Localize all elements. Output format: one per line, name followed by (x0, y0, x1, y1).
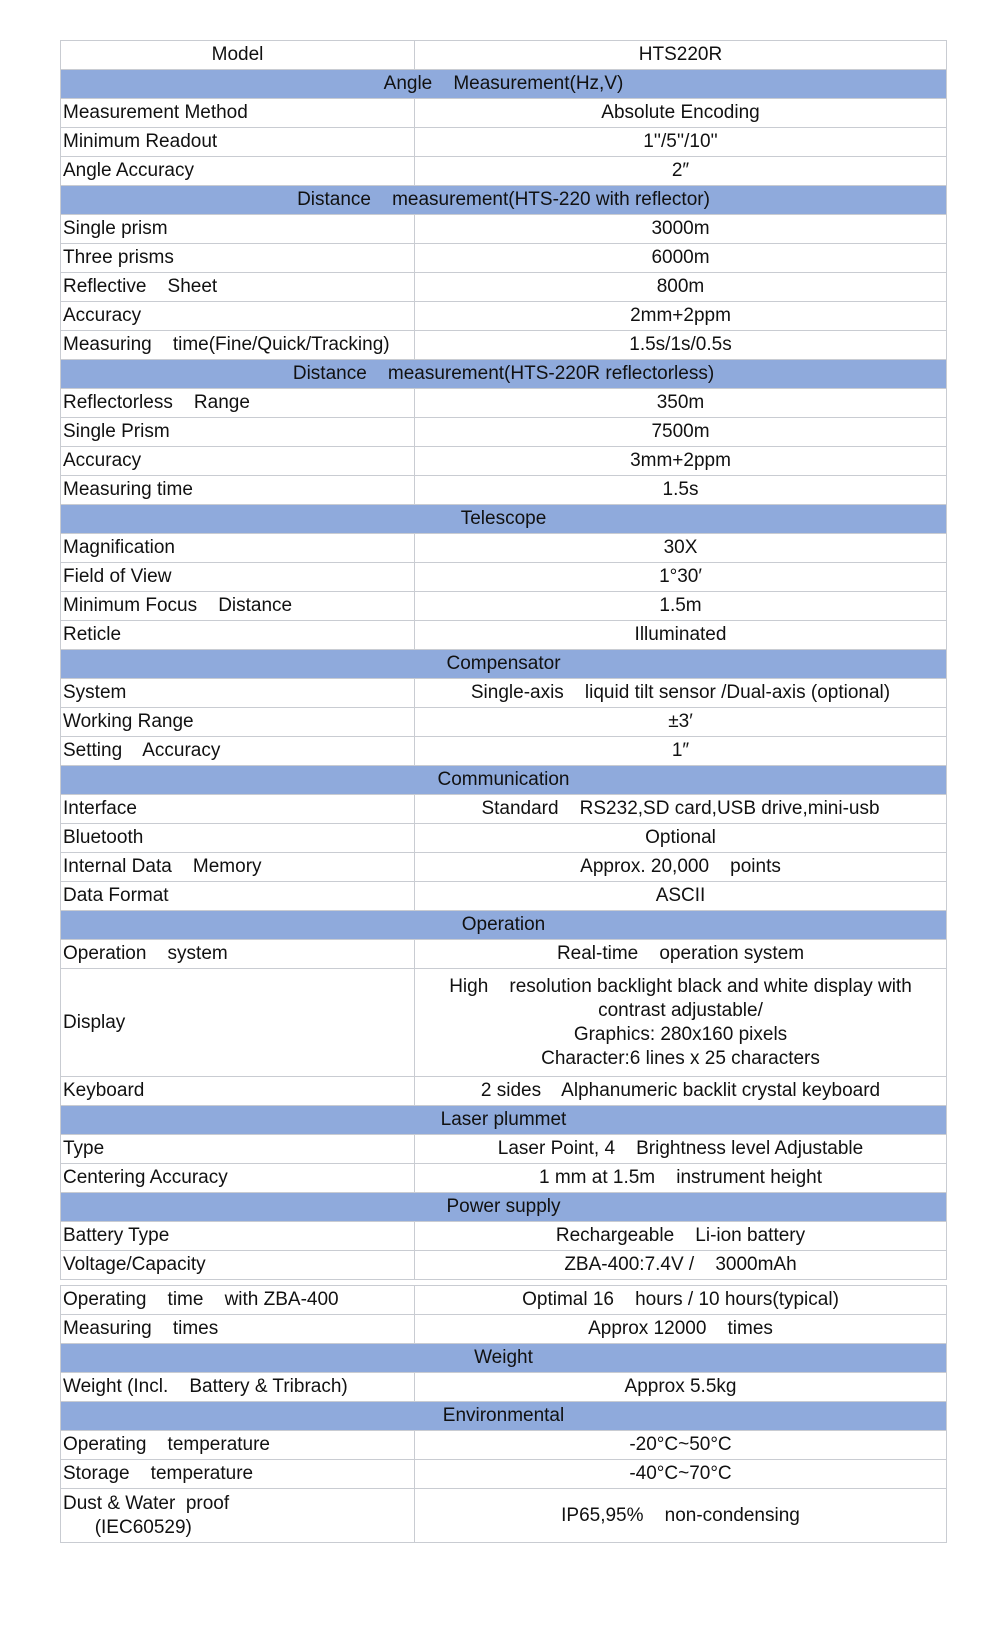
spec-value: 3000m (415, 215, 947, 244)
spec-label: Single Prism (61, 418, 415, 447)
spec-label: Interface (61, 795, 415, 824)
spec-label: Operating time with ZBA-400 (61, 1286, 415, 1315)
section-title: Weight (61, 1344, 947, 1373)
spec-value: Approx. 20,000 points (415, 853, 947, 882)
spec-row (61, 1431, 947, 1460)
spec-label: Measuring time (61, 476, 415, 505)
section-title: Distance measurement(HTS-220 with reflector) (61, 186, 947, 215)
spec-value: Optional (415, 824, 947, 853)
spec-row (61, 215, 947, 244)
model-value: HTS220R (415, 41, 947, 70)
section-title: Laser plummet (61, 1106, 947, 1135)
spec-label: Three prisms (61, 244, 415, 273)
section-header (61, 70, 947, 99)
section-header (61, 360, 947, 389)
spec-label: Voltage/Capacity (61, 1251, 415, 1280)
spec-value: Optimal 16 hours / 10 hours(typical) (415, 1286, 947, 1315)
spec-value: Laser Point, 4 Brightness level Adjustable (415, 1135, 947, 1164)
model-label: Model (61, 41, 415, 70)
spec-table (60, 40, 947, 1543)
section-header (61, 505, 947, 534)
spec-label: Magnification (61, 534, 415, 563)
spec-label: Operation system (61, 940, 415, 969)
section-title: Telescope (61, 505, 947, 534)
spec-row (61, 795, 947, 824)
spec-value: ZBA-400:7.4V / 3000mAh (415, 1251, 947, 1280)
section-title: Operation (61, 911, 947, 940)
section-title: Communication (61, 766, 947, 795)
spec-value: 2″ (415, 157, 947, 186)
spec-row (61, 1222, 947, 1251)
spec-value: 1.5s (415, 476, 947, 505)
model-row (61, 41, 947, 70)
spec-label: Data Format (61, 882, 415, 911)
section-header (61, 1402, 947, 1431)
spec-row (61, 1251, 947, 1280)
spec-value: -20°C~50°C (415, 1431, 947, 1460)
spec-label: Storage temperature (61, 1460, 415, 1489)
spec-value: Illuminated (415, 621, 947, 650)
spec-value: High resolution backlight black and white display with contrast adjustable/ Graphics: 280x160 pixels Character:6 lines x 25 characters (415, 969, 947, 1077)
spec-label: Minimum Readout (61, 128, 415, 157)
spec-row (61, 244, 947, 273)
spec-value: Absolute Encoding (415, 99, 947, 128)
spec-value: 800m (415, 273, 947, 302)
spec-row (61, 1373, 947, 1402)
spec-value: Real-time operation system (415, 940, 947, 969)
spec-table-body (61, 41, 947, 1543)
spec-value: Approx 5.5kg (415, 1373, 947, 1402)
spec-row (61, 389, 947, 418)
spec-label: Accuracy (61, 447, 415, 476)
spec-value: 2mm+2ppm (415, 302, 947, 331)
section-header (61, 1344, 947, 1373)
spec-label: Operating temperature (61, 1431, 415, 1460)
spec-value: 1 mm at 1.5m instrument height (415, 1164, 947, 1193)
spec-row (61, 853, 947, 882)
spec-value: 350m (415, 389, 947, 418)
section-header (61, 1193, 947, 1222)
spec-row (61, 882, 947, 911)
spec-row (61, 1286, 947, 1315)
spec-label: Measurement Method (61, 99, 415, 128)
spec-row (61, 476, 947, 505)
spec-row (61, 99, 947, 128)
section-header (61, 911, 947, 940)
spec-value: 3mm+2ppm (415, 447, 947, 476)
spec-label: Setting Accuracy (61, 737, 415, 766)
spec-row (61, 1460, 947, 1489)
spec-value: 1°30′ (415, 563, 947, 592)
spec-row (61, 737, 947, 766)
spec-label: Reflective Sheet (61, 273, 415, 302)
spec-row (61, 679, 947, 708)
spec-label: Type (61, 1135, 415, 1164)
section-header (61, 766, 947, 795)
section-header (61, 186, 947, 215)
spec-label: Centering Accuracy (61, 1164, 415, 1193)
spec-label: System (61, 679, 415, 708)
spec-label: Weight (Incl. Battery & Tribrach) (61, 1373, 415, 1402)
spec-label: Dust & Water proof (IEC60529) (61, 1489, 415, 1543)
spec-label: Measuring time(Fine/Quick/Tracking) (61, 331, 415, 360)
spec-row (61, 1164, 947, 1193)
spec-row (61, 273, 947, 302)
spec-value: Single-axis liquid tilt sensor /Dual-axis (optional) (415, 679, 947, 708)
spec-value: 30X (415, 534, 947, 563)
section-title: Power supply (61, 1193, 947, 1222)
spec-row (61, 969, 947, 1077)
section-title: Angle Measurement(Hz,V) (61, 70, 947, 99)
spec-label: Battery Type (61, 1222, 415, 1251)
spec-row (61, 940, 947, 969)
spec-row (61, 331, 947, 360)
spec-value: Rechargeable Li-ion battery (415, 1222, 947, 1251)
spec-row (61, 128, 947, 157)
spec-label: Angle Accuracy (61, 157, 415, 186)
spec-row (61, 447, 947, 476)
spec-label: Display (61, 969, 415, 1077)
spec-row (61, 1135, 947, 1164)
spec-label: Internal Data Memory (61, 853, 415, 882)
section-header (61, 650, 947, 679)
spec-row (61, 534, 947, 563)
spec-row (61, 563, 947, 592)
spec-value: 1″ (415, 737, 947, 766)
spec-label: Reticle (61, 621, 415, 650)
spec-label: Bluetooth (61, 824, 415, 853)
spec-label: Single prism (61, 215, 415, 244)
spec-value: 1.5m (415, 592, 947, 621)
spec-label: Working Range (61, 708, 415, 737)
section-title: Compensator (61, 650, 947, 679)
spec-row (61, 1315, 947, 1344)
spec-row (61, 157, 947, 186)
section-title: Distance measurement(HTS-220R reflectorless) (61, 360, 947, 389)
spec-row (61, 708, 947, 737)
spec-row (61, 592, 947, 621)
spec-value: ±3′ (415, 708, 947, 737)
section-title: Environmental (61, 1402, 947, 1431)
spec-value: IP65,95% non-condensing (415, 1489, 947, 1543)
spec-value: 7500m (415, 418, 947, 447)
spec-value: 6000m (415, 244, 947, 273)
spec-row (61, 621, 947, 650)
spec-row (61, 418, 947, 447)
spec-row (61, 824, 947, 853)
spec-value: 2 sides Alphanumeric backlit crystal keyboard (415, 1077, 947, 1106)
spec-value: Approx 12000 times (415, 1315, 947, 1344)
spec-value: Standard RS232,SD card,USB drive,mini-usb (415, 795, 947, 824)
spec-row (61, 1489, 947, 1543)
spec-label: Field of View (61, 563, 415, 592)
spec-value: 1.5s/1s/0.5s (415, 331, 947, 360)
spec-label: Accuracy (61, 302, 415, 331)
spec-label: Keyboard (61, 1077, 415, 1106)
spec-row (61, 302, 947, 331)
section-header (61, 1106, 947, 1135)
spec-value: 1''/5''/10'' (415, 128, 947, 157)
spec-row (61, 1077, 947, 1106)
spec-label: Reflectorless Range (61, 389, 415, 418)
spec-label: Measuring times (61, 1315, 415, 1344)
spec-value: ASCII (415, 882, 947, 911)
spec-label: Minimum Focus Distance (61, 592, 415, 621)
spec-value: -40°C~70°C (415, 1460, 947, 1489)
